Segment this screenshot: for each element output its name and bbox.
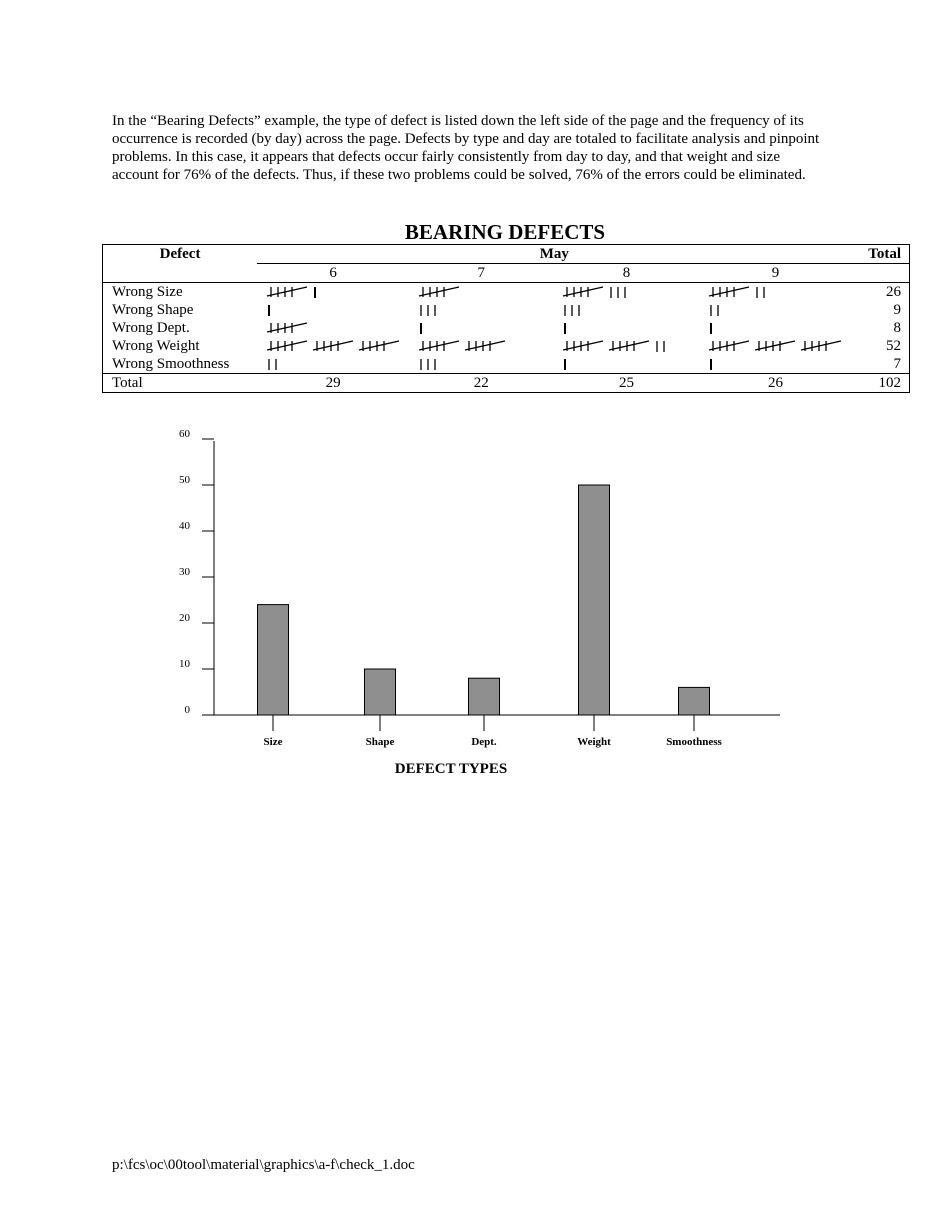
x-axis-title: DEFECT TYPES <box>394 761 508 777</box>
tally-slash <box>465 341 505 350</box>
y-tick-label: 50 <box>179 474 190 486</box>
tally-slash <box>563 341 603 350</box>
row-total: 8 <box>893 320 901 336</box>
file-path-footer: p:\fcs\oc\00tool\material\graphics\a-f\check_1.doc <box>112 1157 415 1173</box>
tally-cell <box>699 301 851 319</box>
intro-paragraph: In the “Bearing Defects” example, the type of defect is listed down the left side of the page and the frequency of its occurrence is recorded (by day) across the page. Defects by type and day are totaled to facilitate analysis and pinpoint problems. In this case, it appears that defects occur fairly consistently from day to day, and that weight and size account for 76% of the defects. Thus, if these two problems could be solved, 76% of the errors could be eliminated. <box>112 113 820 183</box>
table-row <box>103 283 910 302</box>
tally-slash <box>709 341 749 350</box>
tally-marks <box>707 356 720 372</box>
tally-marks <box>707 302 727 318</box>
tally-cell <box>257 337 409 355</box>
x-tick-label: Dept. <box>471 736 497 748</box>
y-tick-label: 20 <box>179 612 190 624</box>
tally-marks <box>561 338 673 354</box>
tally-slash <box>313 341 353 350</box>
day-header: 9 <box>771 265 780 281</box>
tally-cell <box>553 319 699 337</box>
tally-slash <box>755 341 795 350</box>
tally-cell <box>409 301 553 319</box>
tally-slash <box>267 323 307 332</box>
tally-cell <box>699 355 851 374</box>
table-row <box>103 319 910 337</box>
total-row-label: Total <box>103 374 258 393</box>
tally-marks <box>707 338 851 354</box>
day-header: 8 <box>622 265 631 281</box>
bar <box>679 687 710 715</box>
tally-slash <box>419 341 459 350</box>
tally-slash <box>419 287 459 296</box>
row-total: 7 <box>893 356 901 372</box>
y-tick-label: 10 <box>179 658 190 670</box>
table-row <box>103 301 910 319</box>
x-tick-label: Weight <box>577 736 611 748</box>
tally-slash <box>563 287 603 296</box>
tally-cell <box>699 319 851 337</box>
y-tick-label: 60 <box>179 428 190 440</box>
tally-cell <box>257 283 409 302</box>
tally-marks <box>561 302 588 318</box>
table-title: BEARING DEFECTS <box>404 220 606 244</box>
tally-marks <box>417 302 444 318</box>
tally-marks <box>561 356 574 372</box>
defect-label: Wrong Shape <box>112 302 194 318</box>
defect-header: Defect <box>159 246 201 263</box>
tally-marks <box>707 320 720 336</box>
table-row <box>103 355 910 374</box>
day-total: 29 <box>257 374 409 393</box>
day-total: 25 <box>553 374 699 393</box>
tally-slash <box>709 287 749 296</box>
tally-marks <box>561 320 574 336</box>
defect-label: Wrong Size <box>103 283 258 302</box>
tally-cell <box>409 355 553 374</box>
grand-total: 102 <box>851 374 909 393</box>
day-total: 26 <box>699 374 851 393</box>
defect-types-bar-chart <box>160 425 800 785</box>
x-tick-label: Smoothness <box>666 736 722 748</box>
tally-cell <box>553 283 699 302</box>
defect-label: Wrong Weight <box>112 338 200 354</box>
tally-cell <box>409 319 553 337</box>
tally-marks <box>265 284 324 300</box>
tally-cell <box>699 337 851 355</box>
tally-cell <box>553 355 699 374</box>
y-tick-label: 40 <box>179 520 190 532</box>
tally-marks <box>417 320 430 336</box>
day-header: 6 <box>329 265 337 281</box>
tally-slash <box>267 287 307 296</box>
bar <box>579 485 610 715</box>
bearing-defects-table <box>102 244 910 393</box>
bar <box>469 678 500 715</box>
tally-marks <box>265 356 285 372</box>
x-tick-label: Shape <box>365 736 395 748</box>
y-tick-label: 30 <box>179 566 190 578</box>
x-tick-label: Size <box>263 736 283 748</box>
tally-marks <box>417 338 515 354</box>
tally-slash <box>267 341 307 350</box>
tally-cell <box>257 301 409 319</box>
tally-cell <box>699 283 851 302</box>
tally-marks <box>265 338 409 354</box>
y-tick-label: 0 <box>184 704 190 716</box>
tally-slash <box>609 341 649 350</box>
tally-marks <box>417 356 444 372</box>
tally-marks <box>561 284 634 300</box>
tally-cell <box>409 283 553 302</box>
tally-slash <box>359 341 399 350</box>
row-total: 9 <box>893 302 901 318</box>
bar <box>365 669 396 715</box>
tally-cell <box>553 337 699 355</box>
day-total: 22 <box>409 374 553 393</box>
tally-slash <box>801 341 841 350</box>
day-header: 7 <box>477 265 485 281</box>
tally-cell <box>553 301 699 319</box>
tally-marks <box>707 284 773 300</box>
tally-cell <box>257 355 409 374</box>
bar <box>258 605 289 715</box>
tally-marks <box>265 320 317 336</box>
row-total: 52 <box>886 338 901 354</box>
defect-label: Wrong Smoothness <box>112 356 230 372</box>
tally-marks <box>265 302 278 318</box>
tally-cell <box>409 337 553 355</box>
tally-cell <box>257 319 409 337</box>
tally-marks <box>417 284 469 300</box>
table-row <box>103 337 910 355</box>
total-header: Total <box>851 245 909 264</box>
defect-label: Wrong Dept. <box>112 320 190 336</box>
month-header: May <box>257 245 851 264</box>
row-total: 26 <box>851 283 909 302</box>
